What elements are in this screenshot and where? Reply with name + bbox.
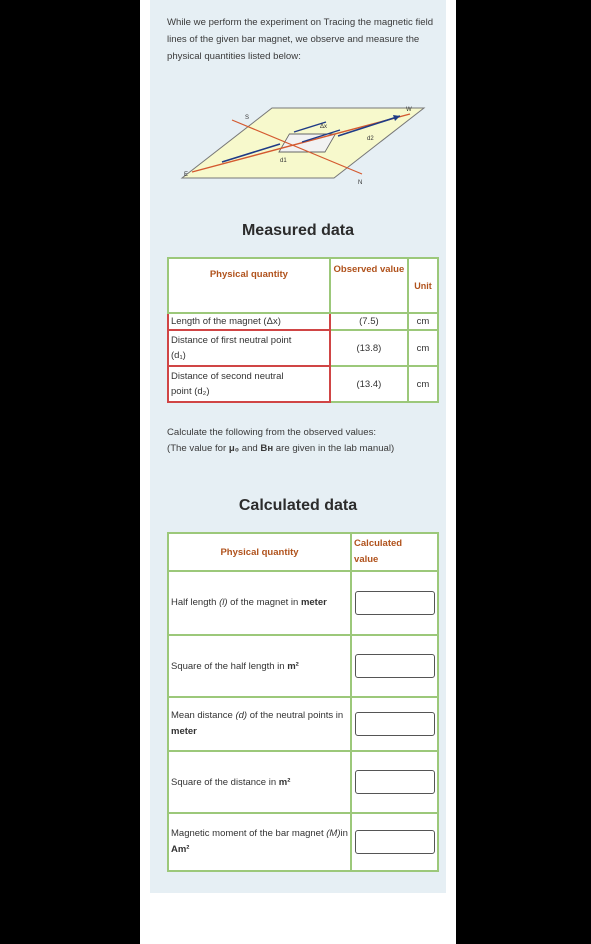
table-row — [168, 366, 438, 402]
note-line: and — [239, 443, 261, 454]
row-label-unit: Am² — [171, 844, 190, 855]
row-label — [168, 330, 330, 366]
table-row — [168, 313, 438, 330]
observed-value: (13.4) — [330, 366, 408, 402]
row-label — [168, 571, 351, 635]
half-length-squared-input[interactable] — [355, 654, 435, 678]
row-label-symbol: (d) — [235, 710, 248, 721]
d1-label: d1 — [280, 158, 287, 164]
unit-value: cm — [408, 313, 438, 330]
calculated-data-table — [167, 532, 439, 872]
answer-cell — [351, 635, 438, 697]
note-line: (The value for — [167, 443, 229, 454]
content-panel — [150, 0, 446, 893]
row-label — [168, 366, 330, 402]
row-label-text: (d₁) — [171, 350, 186, 361]
intro-text: While we perform the experiment on Tracing the magnetic field lines of the given bar magnet, we observe and measure the physical quantities listed below: — [167, 17, 434, 62]
page — [140, 0, 456, 944]
table-row — [168, 751, 438, 813]
header-physical-quantity: Physical quantity — [168, 258, 330, 313]
measured-data-table — [167, 257, 439, 403]
row-label — [168, 751, 351, 813]
header-physical-quantity: Physical quantity — [168, 533, 351, 571]
row-label — [168, 697, 351, 751]
note-line: Calculate the following from the observed values: — [167, 427, 377, 438]
row-label-text: Distance of first neutral point — [171, 335, 292, 346]
answer-cell — [351, 813, 438, 871]
d2-label: d2 — [367, 136, 374, 142]
s-label: S — [245, 115, 250, 121]
row-label — [168, 313, 330, 330]
row-label — [168, 635, 351, 697]
row-label-unit: meter — [300, 597, 327, 608]
row-label-text: of the neutral points in — [247, 710, 344, 721]
row-label-text: Square of the half length in — [171, 660, 288, 672]
e-label: E — [184, 172, 189, 178]
mean-distance-input[interactable] — [355, 712, 435, 736]
row-label-text: Magnetic moment of the bar magnet — [171, 828, 327, 839]
table-row — [168, 697, 438, 751]
unit-value: cm — [408, 330, 438, 366]
note-line: are given in the lab manual) — [273, 443, 395, 454]
mu-symbol: μ₀ — [228, 443, 240, 454]
row-label-text: Half length — [171, 597, 220, 608]
answer-cell — [351, 571, 438, 635]
observed-value: (7.5) — [330, 313, 408, 330]
table-row — [168, 635, 438, 697]
row-label-unit: m² — [278, 776, 291, 788]
distance-squared-input[interactable] — [355, 770, 435, 794]
dx-label: Δx — [320, 124, 328, 130]
table-row — [168, 813, 438, 871]
row-label-symbol: (M) — [326, 828, 341, 839]
header-unit: Unit — [408, 258, 438, 313]
measured-header-row — [168, 258, 438, 313]
row-label-text: Length of the magnet (Δx) — [171, 316, 281, 327]
row-label — [168, 813, 351, 871]
w-label: W — [406, 107, 412, 113]
bar-magnet-diagram — [162, 100, 436, 196]
header-text: Calculated — [354, 538, 403, 549]
row-label-text: in — [340, 828, 348, 839]
header-calculated-value — [351, 533, 438, 571]
table-row — [168, 330, 438, 366]
header-text: value — [354, 554, 379, 565]
answer-cell — [351, 751, 438, 813]
calculated-data-title: Calculated data — [238, 497, 358, 514]
unit-value: cm — [408, 366, 438, 402]
table-row — [168, 571, 438, 635]
calculation-instructions — [167, 425, 437, 457]
row-label-text: of the magnet in — [227, 597, 301, 608]
row-label-text: Mean distance — [171, 710, 236, 721]
answer-cell — [351, 697, 438, 751]
half-length-input[interactable] — [355, 591, 435, 615]
row-label-unit: meter — [171, 726, 197, 737]
row-label-unit: m² — [287, 660, 299, 672]
measured-data-title: Measured data — [241, 222, 355, 239]
row-label-symbol: (l) — [219, 597, 228, 608]
magnetic-moment-input[interactable] — [355, 830, 435, 854]
row-label-text: Square of the distance in — [171, 776, 279, 788]
n-label: N — [358, 180, 363, 186]
header-observed-value: Observed value — [330, 258, 408, 313]
row-label-text: point (d₂) — [171, 386, 210, 397]
observed-value: (13.8) — [330, 330, 408, 366]
calculated-header-row — [168, 533, 438, 571]
bh-symbol: Bʜ — [260, 443, 274, 454]
row-label-text: Distance of second neutral — [171, 371, 284, 382]
